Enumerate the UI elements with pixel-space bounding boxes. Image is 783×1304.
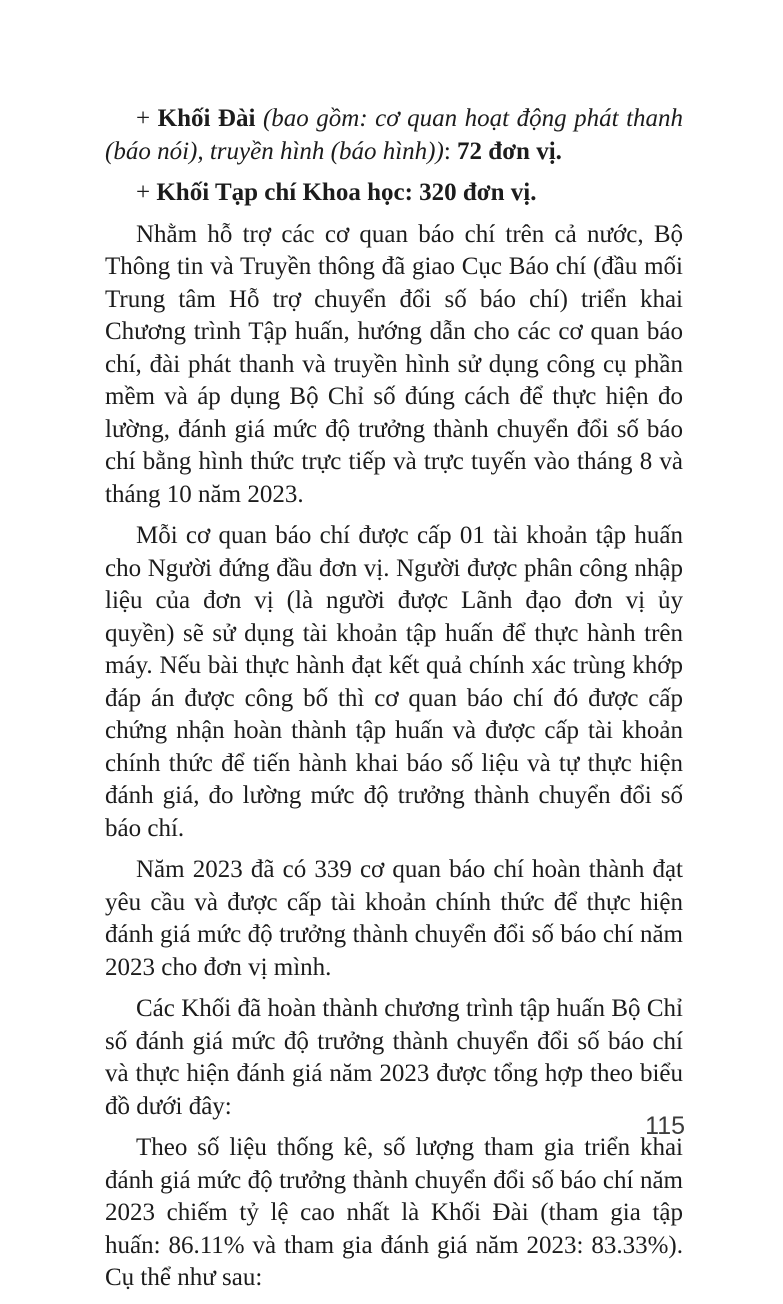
khoi-dai-separator: : [443,137,458,165]
paragraph-tai-khoan: Mỗi cơ quan báo chí được cấp 01 tài khoản tập huấn cho Người đứng đầu đơn vị. Người được phân công nhập liệu của đơn vị (là người được Lãnh đạo đơn vị ủy quyền) sẽ sử dụng tài khoản tập huấn để thực hành trên máy. Nếu bài thực hành đạt kết quả chính xác trùng khớp đáp án được công bố thì cơ quan báo chí đó được cấp chứng nhận hoàn thành tập huấn và được cấp tài khoản chính thức để tiến hành khai báo số liệu và tự thực hiện đánh giá, đo lường mức độ trưởng thành chuyển đổi số báo chí. [105,522,683,842]
bullet-item-khoi-dai [105,103,683,168]
khoi-dai-label: Khối Đài [157,105,263,132]
paragraph-tong-hop: Các Khối đã hoàn thành chương trình tập huấn Bộ Chỉ số đánh giá mức độ trưởng thành chuyển đổi số báo chí và thực hiện đánh giá năm 2023 được tổng hợp theo biểu đồ dưới đây: [105,995,683,1120]
page-number: 115 [645,1112,685,1140]
page-content [105,103,683,1304]
khoi-tap-chi-text: Khối Tạp chí Khoa học: 320 đơn vị. [156,179,537,206]
paragraph-ho-tro: Nhằm hỗ trợ các cơ quan báo chí trên cả nước, Bộ Thông tin và Truyền thông đã giao Cục Báo chí (đầu mối Trung tâm Hỗ trợ chuyển đổi số báo chí) triển khai Chương trình Tập huấn, hướng dẫn cho các cơ quan báo chí, đài phát thanh và truyền hình sử dụng công cụ phần mềm và áp dụng Bộ Chỉ số đúng cách để thực hiện đo lường, đánh giá mức độ trưởng thành chuyển đổi số báo chí bằng hình thức trực tiếp và trực tuyến vào tháng 8 và tháng 10 năm 2023. [105,220,683,508]
bullet-item-khoi-tap-chi [105,177,683,210]
khoi-dai-value: 72 đơn vị. [457,137,562,165]
bullet-marker: + [136,105,158,132]
paragraph-ket-qua-2023: Năm 2023 đã có 339 cơ quan báo chí hoàn thành đạt yêu cầu và được cấp tài khoản chính thức để thực hiện đánh giá mức độ trưởng thành chuyển đổi số báo chí năm 2023 cho đơn vị mình. [105,856,683,981]
paragraph-thong-ke: Theo số liệu thống kê, số lượng tham gia triển khai đánh giá mức độ trưởng thành chuyển đổi số báo chí năm 2023 chiếm tỷ lệ cao nhất là Khối Đài (tham gia tập huấn: 86.11% và tham gia đánh giá năm 2023: 83.33%). Cụ thể như sau: [105,1134,683,1291]
khoi-dai-note: (bao gồm: cơ quan hoạt động phát thanh (báo nói), truyền hình (báo hình)) [105,105,684,165]
bullet-marker: + [136,179,157,206]
